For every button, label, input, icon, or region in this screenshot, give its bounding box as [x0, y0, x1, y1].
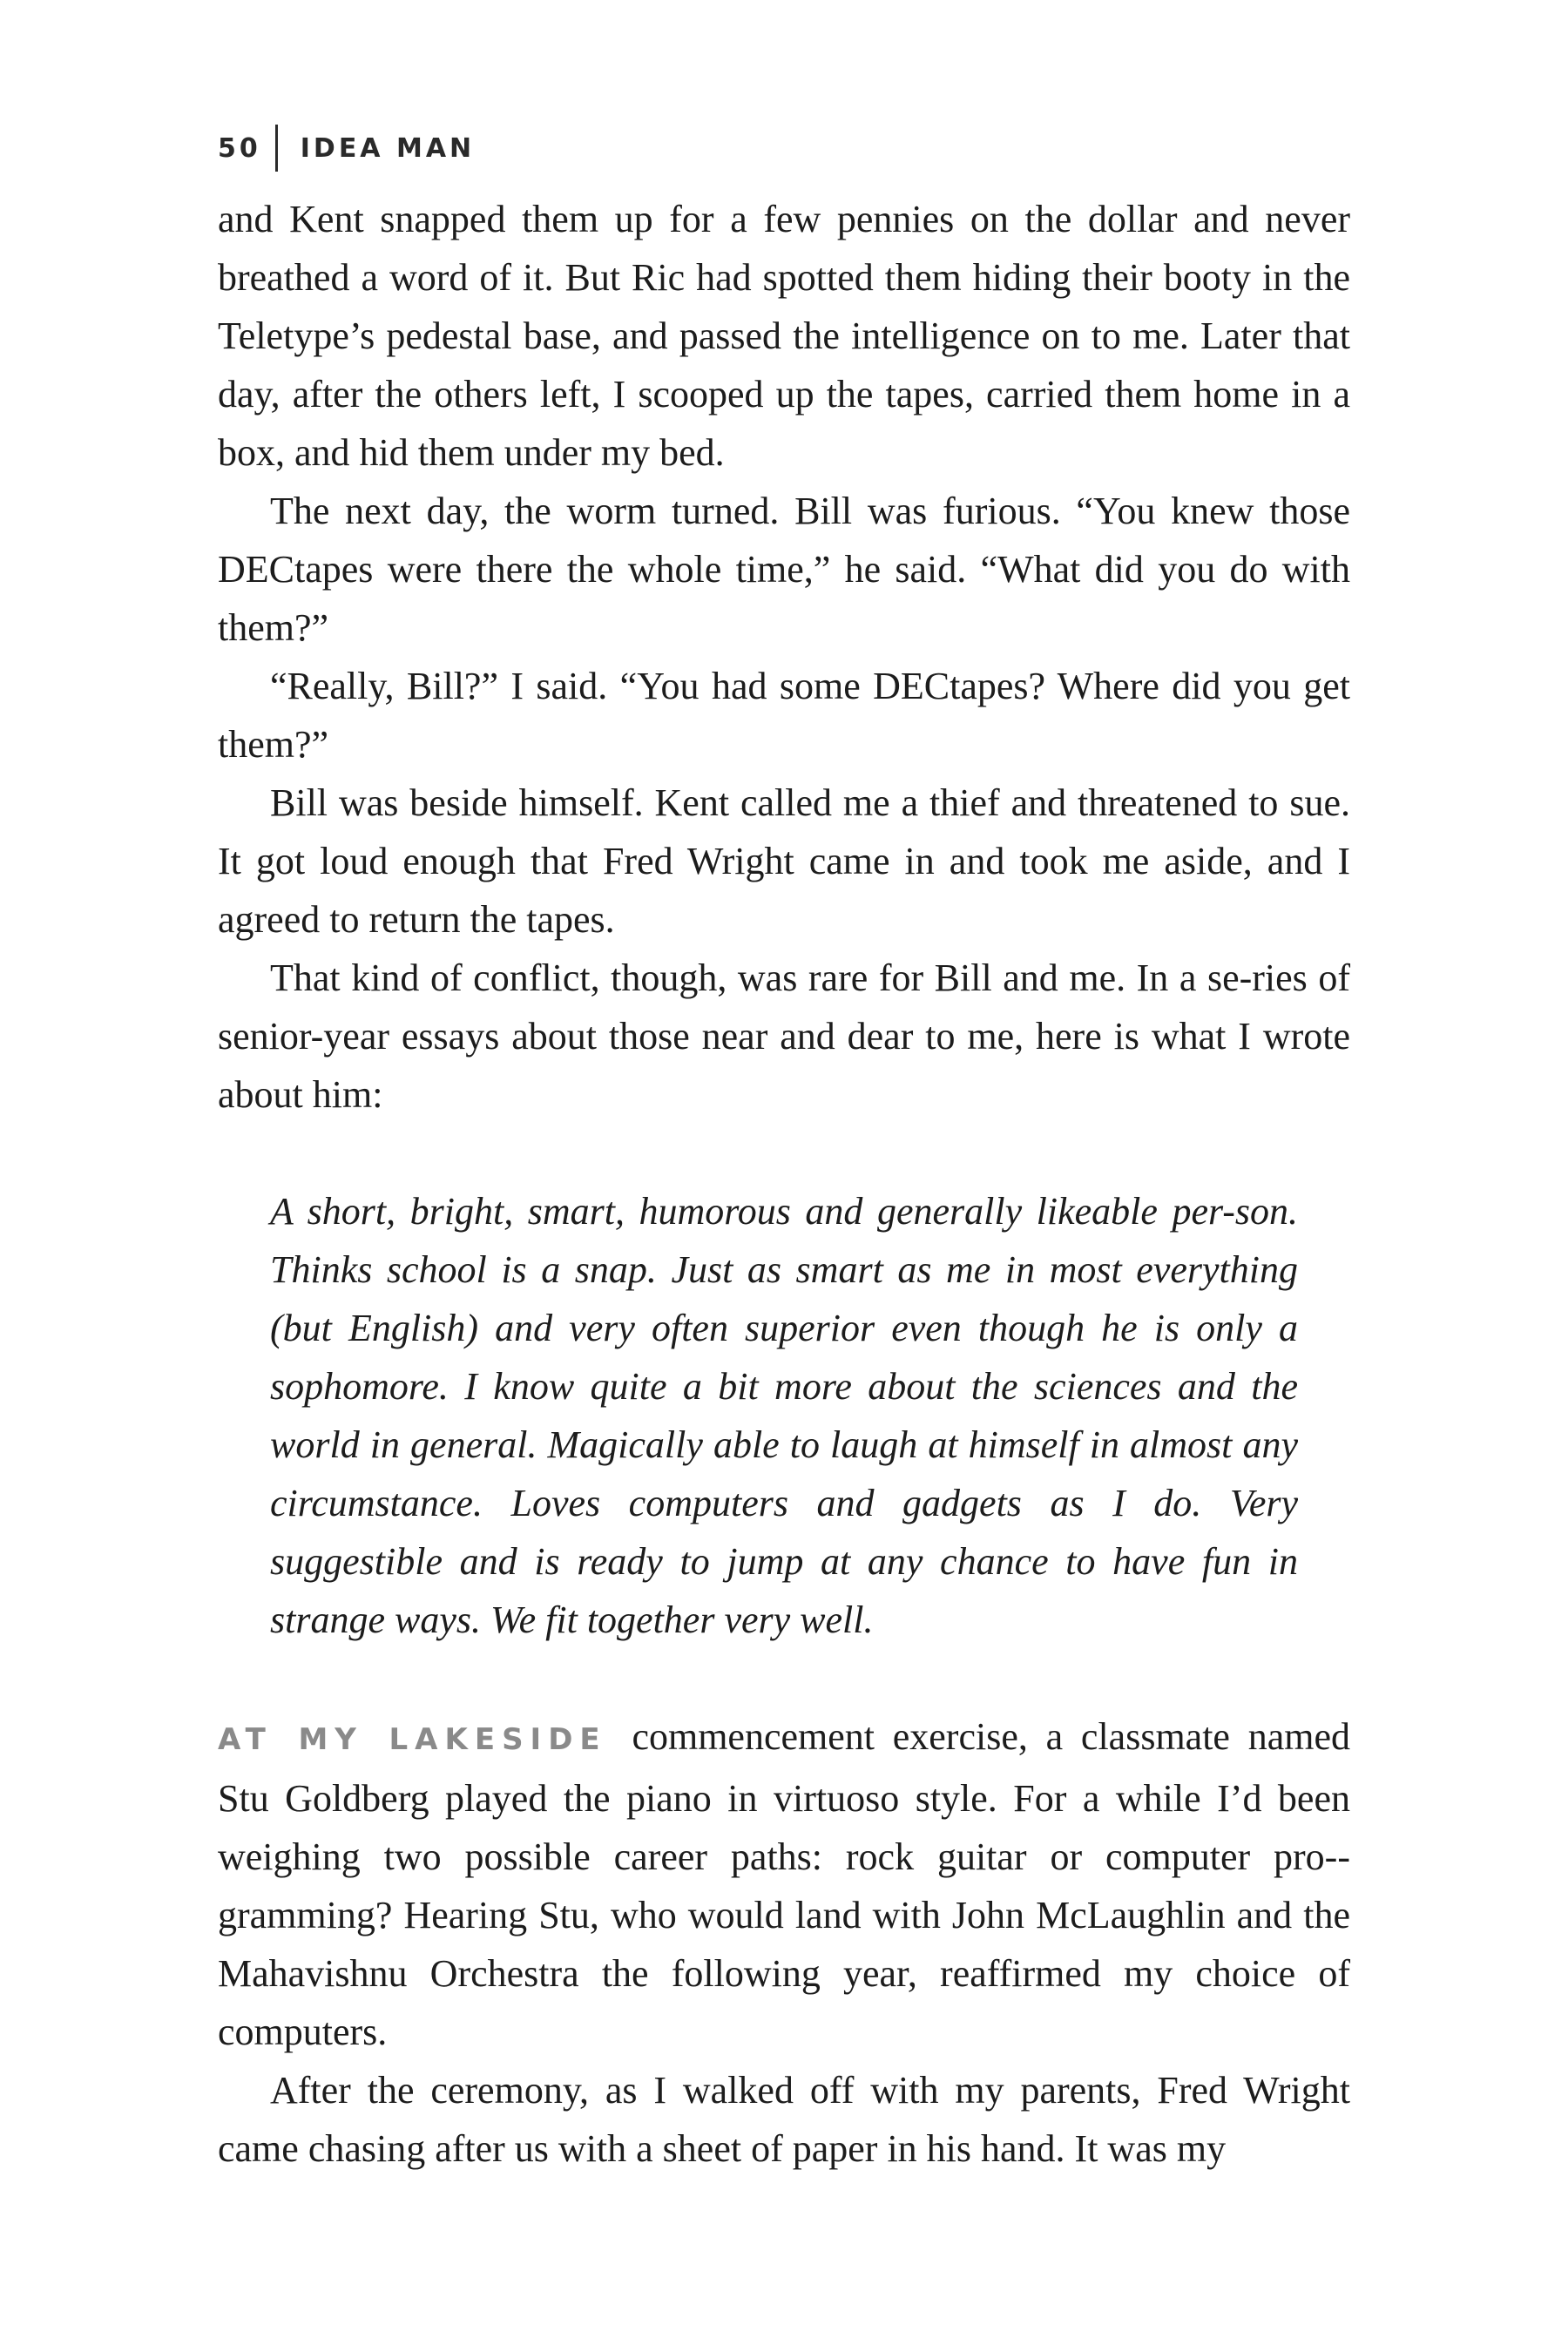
paragraph: Bill was beside himself. Kent called me a thief and threatened to sue. It got loud enough that Fred Wright came in and took me aside, and I agreed to return the tapes. — [218, 781, 1350, 941]
paragraph: That kind of conflict, though, was rare for Bill and me. In a se-ries of senior-year essays about those near and dear to me, here is what I wrote about him: — [218, 956, 1350, 1116]
body-text-top — [218, 190, 1350, 1124]
header-divider — [275, 125, 278, 172]
paragraph-continued: and Kent snapped them up for a few pennies on the dollar and never breathed a word of it. But Ric had spotted them hiding their booty in the Teletype’s pedestal base, and passed the intelligence on to me. Later that day, after the others left, I scooped up the tapes, carried them home in a box, and hid them under my bed. — [218, 198, 1350, 474]
paragraph: The next day, the worm turned. Bill was furious. “You knew those DECtapes were there the whole time,” he said. “What did you do with them?” — [218, 490, 1350, 649]
page-number: 50 — [218, 132, 261, 164]
section-opening-paragraph — [218, 1707, 1350, 2061]
essay-quote: A short, bright, smart, humorous and generally likeable per-son. Thinks school is a snap. Just as smart as me in most everything (but English) and very often superior even though he is only a sophomore. I know quite a bit more about the sciences and the world in general. Magically able to laugh at himself in almost any circumstance. Loves computers and gadgets as I do. Very suggestible and is ready to jump at any chance to have fun in strange ways. We fit together very well. — [270, 1190, 1298, 1641]
body-text-section — [218, 1707, 1350, 2178]
section-lead-in: AT MY LAKESIDE — [218, 1722, 607, 1757]
running-head — [218, 122, 1350, 174]
paragraph: After the ceremony, as I walked off with my parents, Fred Wright came chasing after us with a sheet of paper in his hand. It was my — [218, 2069, 1350, 2170]
book-title: IDEA MAN — [300, 132, 476, 164]
section-opening-text: commencement exercise, a classmate named Stu Goldberg played the piano in virtuoso style. For a while I’d been weighing two possible career paths: rock guitar or computer pro-gramming? Hearing Stu, who would land with John McLaughlin and the Mahavishnu Orchestra the following year, reaffirmed my choice of computers. — [218, 1715, 1351, 2053]
book-page — [218, 122, 1350, 2178]
paragraph: “Really, Bill?” I said. “You had some DECtapes? Where did you get them?” — [218, 665, 1350, 766]
